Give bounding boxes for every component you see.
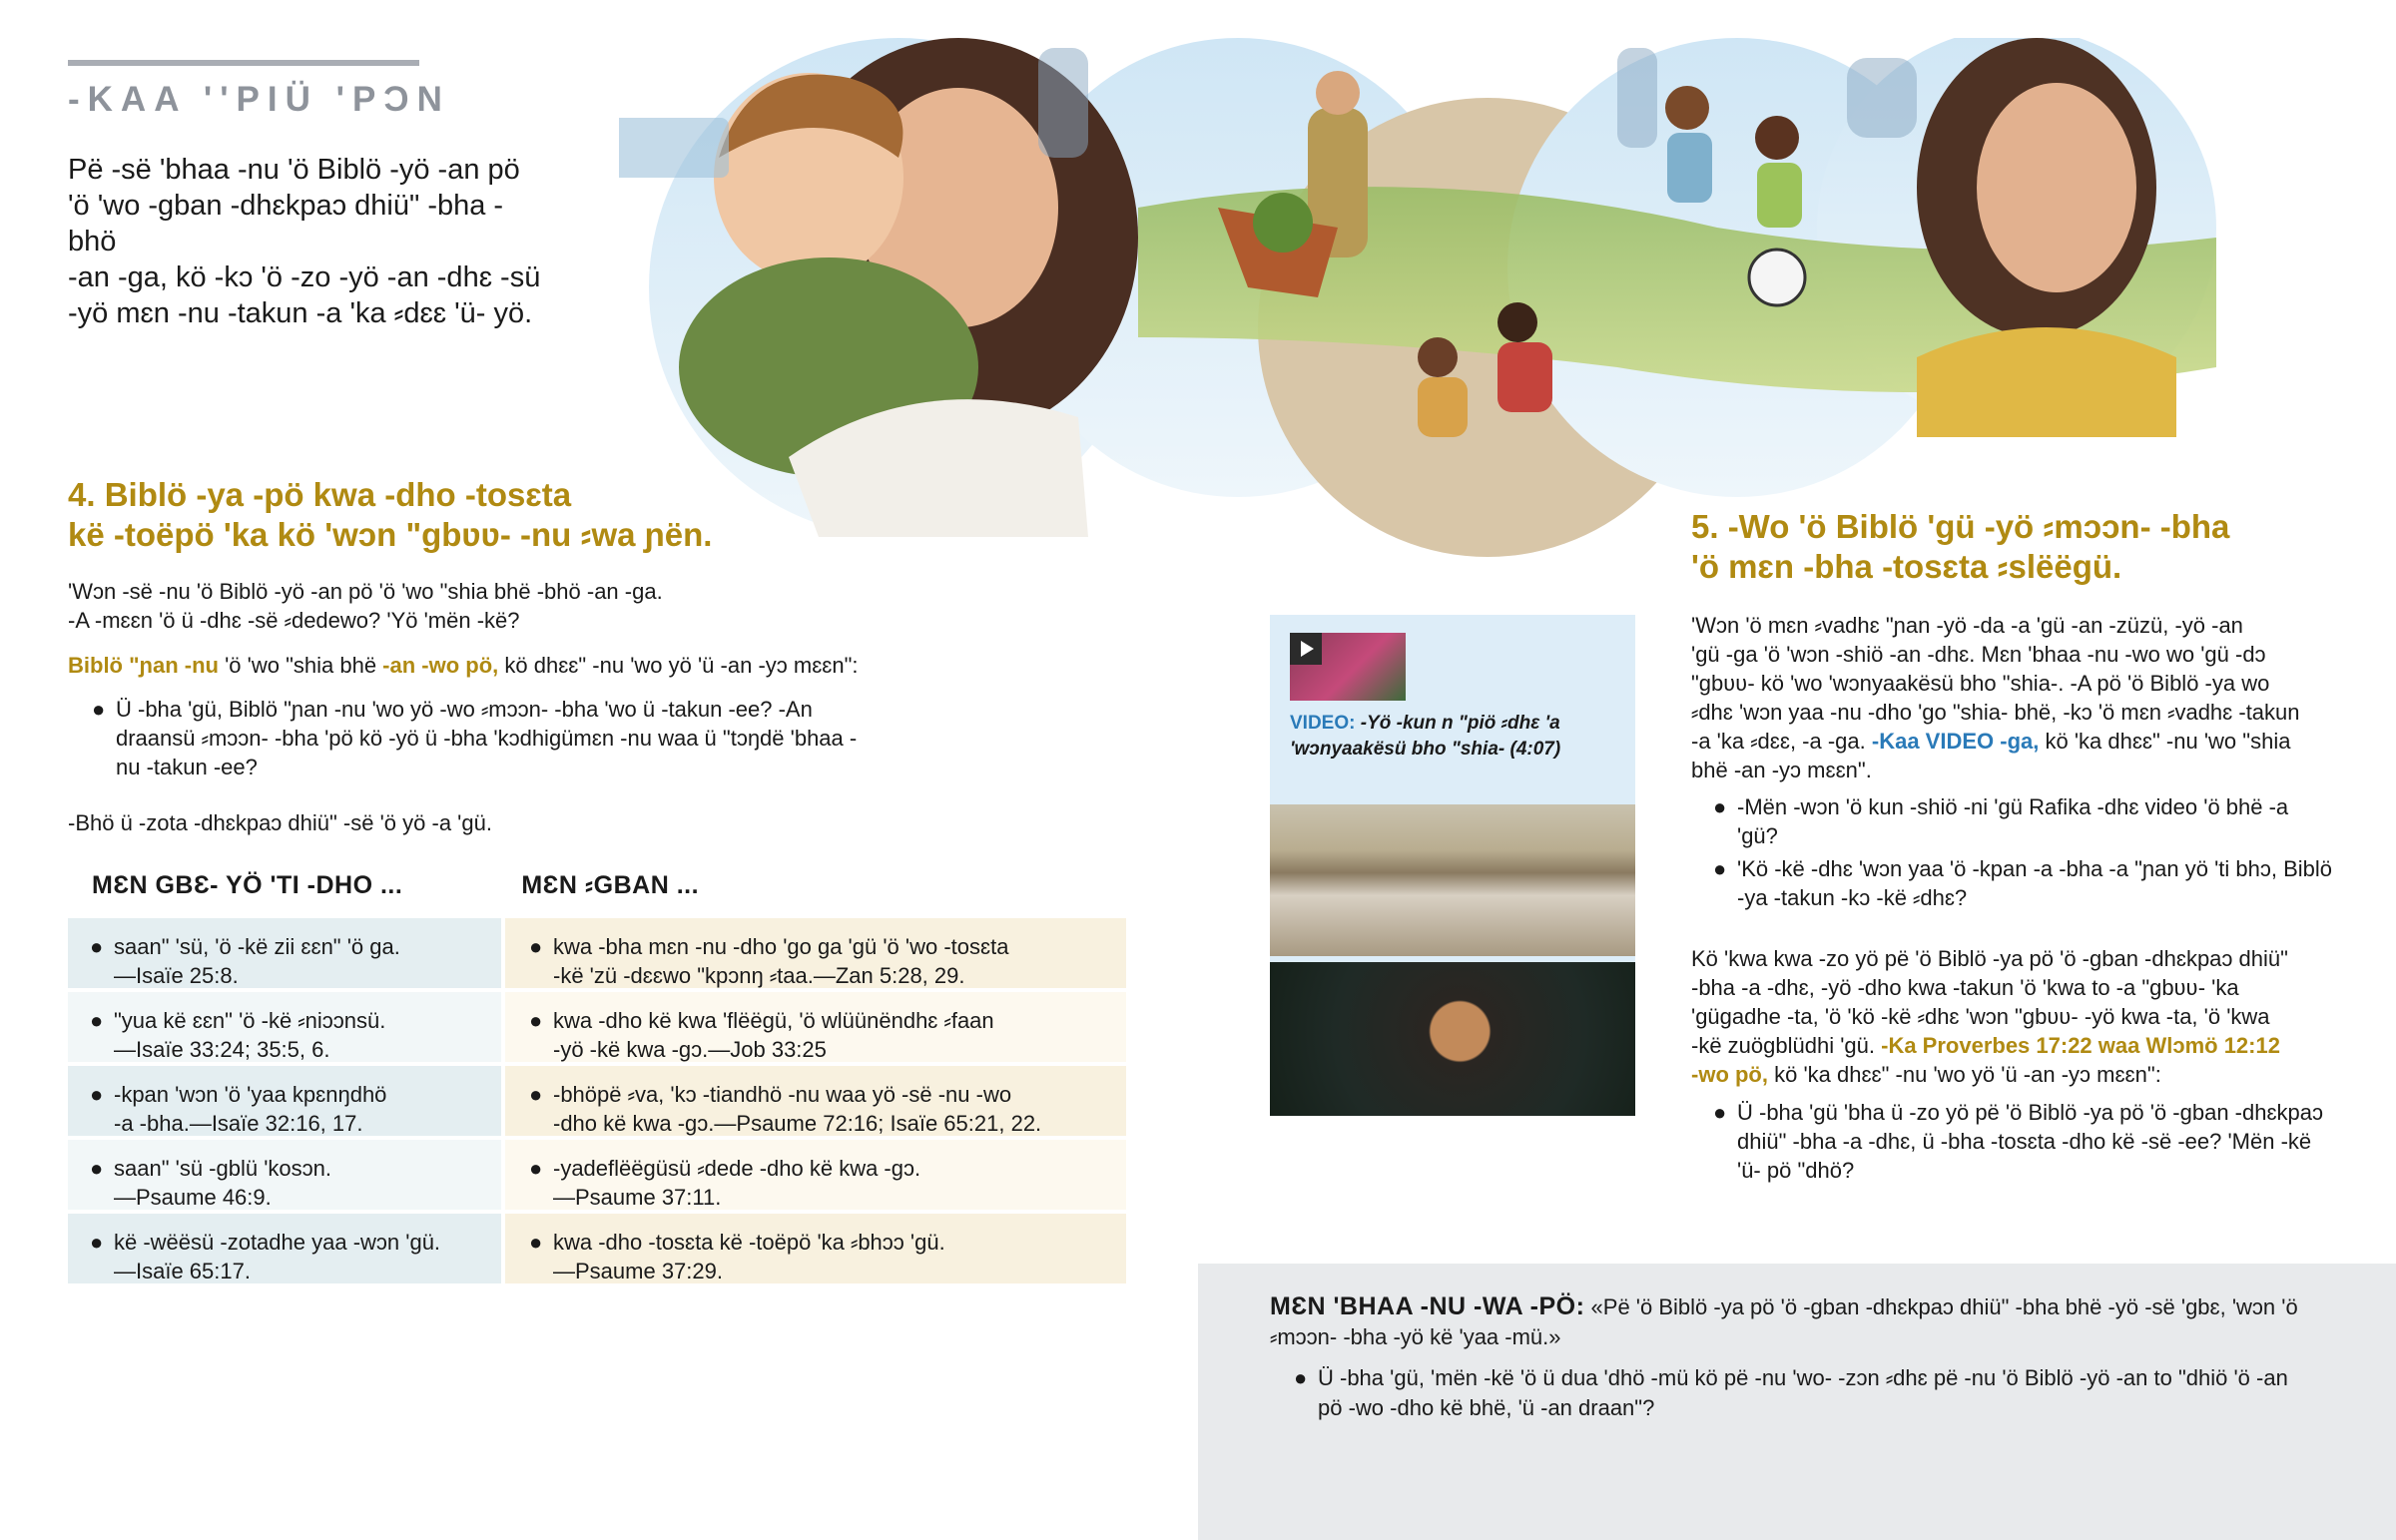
- hero-kid1: [1667, 133, 1712, 203]
- question-text: Ü -bha 'gü, 'mën -kë 'ö ü dua 'dhö -mü kö pë -nu 'wo- -zɔn ⸗dhɛ pë -nu 'ö Biblö -yö -an to "dhiö 'ö -an pö -wo -dho kë bhë, 'ü -an draan"?: [1318, 1365, 2288, 1420]
- section-5-paragraph-2: [1691, 944, 2330, 1089]
- cell-line: kwa -bha mɛn -nu -dho 'go ga 'gü 'ö 'wo -tosɛta: [553, 934, 1009, 959]
- paragraph-line: bhë -an -yɔ mɛɛn".: [1691, 758, 1872, 782]
- video-still-cotton-field: [1270, 804, 1635, 956]
- table-header-cell: MƐN ⸗GBAN ...: [521, 870, 700, 899]
- paragraph-line: Kö 'kwa kwa -zo yö pë 'ö Biblö -ya pö 'ö -gban -dhɛkpaɔ dhiü": [1691, 946, 2288, 971]
- video-card[interactable]: [1270, 615, 1635, 1116]
- video-label: VIDEO:: [1290, 713, 1356, 734]
- paragraph-line: 'Wɔn 'ö mɛn ⸗vadhɛ "ɲan -yö -da -a 'gü -an -züzü, -yö -an: [1691, 613, 2243, 638]
- table-cell: [68, 992, 501, 1062]
- table-cell: [68, 918, 501, 988]
- cell-line: —Isaïe 25:8.: [114, 963, 239, 988]
- bullet-icon: ●: [92, 697, 106, 722]
- section-4-table-intro: -Bhö ü -zota -dhɛkpaɔ dhiü" -së 'ö yö -a 'gü.: [68, 810, 492, 835]
- table-row: [68, 1066, 1126, 1136]
- question-text: -Mën -wɔn 'ö kun -shiö -ni 'gü Rafika -dhɛ video 'ö bhë -a 'gü?: [1737, 794, 2289, 848]
- intro-line: -yö mɛn -nu -takun -a 'ka ⸗dɛɛ 'ü- yö.: [68, 297, 533, 329]
- table-cell: [505, 1140, 1126, 1210]
- video-caption[interactable]: [1290, 711, 1619, 763]
- cell-line: —Psaume 46:9.: [114, 1185, 272, 1210]
- table-cell: [505, 1066, 1126, 1136]
- cell-line: saan" 'sü, 'ö -kë zii ɛɛn" 'ö ga.: [114, 934, 400, 959]
- table-cell: [68, 1066, 501, 1136]
- section-4-heading: [68, 475, 712, 555]
- scripture-reference[interactable]: -Ka Proverbes 17:22 waa Wlɔmö 12:12: [1875, 1033, 2280, 1058]
- bullet-icon: ●: [529, 1082, 543, 1107]
- question-text: 'Kö -kë -dhɛ 'wɔn yaa 'ö -kpan -a -bha -a "ɲan yö 'ti bhɔ, Biblö -ya -takun -kɔ -kë ⸗dhɛ?: [1737, 856, 2332, 910]
- question-text: Ü -bha 'gü, Biblö "ɲan -nu 'wo yö -wo ⸗mɔɔn- -bha 'wo ü -takun -ee? -An draansü ⸗mɔɔn- -bha 'pö kö -yö ü -bha 'kɔdhigümɛn -nu waa ü "tɔŋdë 'bhaa -nu -takun -ee?: [116, 697, 858, 779]
- cell-line: -a -bha.—Isaïe 32:16, 17.: [114, 1111, 363, 1136]
- bullet-icon: ●: [90, 1230, 104, 1255]
- section-5-question-list: [1713, 792, 2332, 916]
- hero-woman-face: [1977, 83, 2136, 292]
- section-4-reading-prompt: [68, 651, 867, 680]
- bullet-icon: ●: [529, 1156, 543, 1181]
- table-row: [68, 1140, 1126, 1210]
- video-link[interactable]: -Kaa VIDEO -ga,: [1865, 729, 2040, 754]
- cell-line: -dho kë kwa -gɔ.—Psaume 72:16; Isaïe 65:21, 22.: [553, 1111, 1042, 1136]
- bullet-icon: ●: [90, 1156, 104, 1181]
- table-row: [68, 992, 1126, 1062]
- video-title: 'wɔnyaakësü bho "shia- (4:07): [1290, 739, 1561, 760]
- bullet-icon: ●: [1713, 1100, 1727, 1125]
- objection-question-list: [1294, 1363, 2292, 1423]
- hero-hospital-bed: [619, 118, 729, 178]
- paragraph-line: -bha -a -dhɛ, -yö -dho kwa -takun 'ö 'kwa to -a "gbʋʋ- 'ka: [1691, 975, 2239, 1000]
- cell-line: kë -wëësü -zotadhe yaa -wɔn 'gü.: [114, 1230, 441, 1255]
- cell-line: -yadeflëëgüsü ⸗dede -dho kë kwa -gɔ.: [553, 1156, 921, 1181]
- paragraph-text: -kë zuögblüdhi 'gü.: [1691, 1033, 1875, 1058]
- bullet-icon: ●: [529, 934, 543, 959]
- hero-farmer-head: [1316, 71, 1360, 115]
- heading-line: kë -toëpö 'ka kö 'wɔn "gbʋʋ- -nu ⸗wa ɲën.: [68, 516, 713, 553]
- intro-line: -an -ga, kö -kɔ 'ö -zo -yö -an -dhɛ -sü: [68, 261, 541, 293]
- heading-line: 'ö mɛn -bha -tosɛta ⸗slëëgü.: [1691, 548, 2122, 585]
- bullet-icon: ●: [90, 934, 104, 959]
- question-item: [1713, 854, 2332, 912]
- section-4-paragraph: [68, 577, 787, 635]
- cell-line: -kpan 'wɔn 'ö 'yaa kpɛnŋdhö: [114, 1082, 387, 1107]
- hero-gardener2-head: [1498, 302, 1537, 342]
- cell-line: saan" 'sü -gblü 'kosɔn.: [114, 1156, 331, 1181]
- reading-highlight: Biblö "ɲan -nu: [68, 653, 219, 678]
- cell-line: -kë 'zü -dɛɛwo "kpɔnŋ ⸗taa.—Zan 5:28, 29.: [553, 963, 965, 988]
- hero-kid1-head: [1665, 86, 1709, 130]
- cell-line: -bhöpë ⸗va, 'kɔ -tiandhö -nu waa yö -së -nu -wo: [553, 1082, 1012, 1107]
- bullet-icon: ●: [1713, 856, 1727, 881]
- table-header: [68, 856, 1126, 914]
- cell-line: -yö -kë kwa -gɔ.—Job 33:25: [553, 1037, 827, 1062]
- question-item: [1294, 1363, 2292, 1423]
- paragraph-line: 'gügadhe -ta, 'ö 'kö -kë ⸗dhɛ 'wɔn "gbʋʋ- -yö kwa -ta, 'ö 'kwa: [1691, 1004, 2270, 1029]
- bullet-icon: ●: [1294, 1365, 1308, 1390]
- hero-gardener-head: [1418, 337, 1458, 377]
- objection-quote: «Pë 'ö Biblö -ya pö 'ö -gban -dhɛkpaɔ dhiü" -bha bhë -yö -së 'gbɛ, 'wɔn 'ö ⸗mɔɔn- -bha -yö kë 'yaa -mü.»: [1270, 1294, 2298, 1349]
- reading-text: 'ö 'wo "shia bhë: [218, 653, 383, 678]
- hero-kid2: [1757, 163, 1802, 228]
- section-4-question-list: [92, 695, 871, 781]
- promises-table: [68, 856, 1126, 1283]
- play-icon[interactable]: [1290, 633, 1322, 665]
- section-5-heading: [1691, 507, 2229, 587]
- section-5-paragraph: [1691, 611, 2330, 784]
- hero-sad-figure: [1847, 58, 1917, 138]
- table-cell: [505, 918, 1126, 988]
- paragraph-line: ⸗dhɛ 'wɔn yaa -nu -dho 'go "shia- bhë, -kɔ 'ö mɛn ⸗vadhɛ -takun: [1691, 700, 2300, 725]
- paragraph-text: kö 'ka dhɛɛ" -nu 'wo yö 'ü -an -yɔ mɛɛn":: [1767, 1062, 2161, 1087]
- intro-paragraph: [68, 152, 547, 331]
- video-title: -Yö -kun n "piö ⸗dhɛ 'a: [1355, 713, 1560, 734]
- paragraph-text: -a 'ka ⸗dɛɛ, -a -ga.: [1691, 729, 1866, 754]
- video-still-smiling-woman: [1270, 962, 1635, 1116]
- heading-line: 4. Biblö -ya -pö kwa -dho -tosɛta: [68, 476, 572, 513]
- table-cell: [505, 992, 1126, 1062]
- bullet-icon: ●: [529, 1008, 543, 1033]
- bullet-icon: ●: [90, 1082, 104, 1107]
- question-item: [92, 695, 871, 781]
- paragraph-text: kö 'ka dhɛɛ" -nu 'wo "shia: [2039, 729, 2291, 754]
- paragraph-line: -A -mɛɛn 'ö ü -dhɛ -së ⸗dedewo? 'Yö 'mën -kë?: [68, 608, 520, 633]
- reading-highlight: -an -wo pö,: [382, 653, 499, 678]
- hero-gardener: [1418, 377, 1468, 437]
- cell-line: —Isaïe 65:17.: [114, 1259, 251, 1283]
- hero-kid2-head: [1755, 116, 1799, 160]
- cell-line: —Isaïe 33:24; 35:5, 6.: [114, 1037, 330, 1062]
- reading-text: kö dhɛɛ" -nu 'wo yö 'ü -an -yɔ mɛɛn":: [498, 653, 859, 678]
- section-label: -KAA ''PIÜ 'PƆN: [68, 80, 450, 119]
- table-header-cell: MƐN GBƐ- YÖ 'TI -DHO ...: [92, 870, 403, 899]
- hero-soccer-ball: [1749, 250, 1805, 305]
- bullet-icon: ●: [1713, 794, 1727, 819]
- cell-line: —Psaume 37:29.: [553, 1259, 723, 1283]
- heading-line: 5. -Wo 'ö Biblö 'gü -yö ⸗mɔɔn- -bha: [1691, 508, 2230, 545]
- section-5-question-list-2: [1713, 1098, 2332, 1185]
- table-cell: [505, 1214, 1126, 1283]
- hero-elderly-figure: [1038, 48, 1088, 158]
- intro-line: 'ö 'wo -gban -dhɛkpaɔ dhiü" -bha -bhö: [68, 190, 504, 257]
- question-item: [1713, 1098, 2332, 1185]
- section-rule: [68, 60, 419, 66]
- paragraph-line: [1691, 1060, 2330, 1089]
- cell-line: "yua kë ɛɛn" 'ö -kë ⸗niɔɔnsü.: [114, 1008, 386, 1033]
- objection-text: [1270, 1291, 2308, 1352]
- paragraph-line: [1691, 1031, 2330, 1060]
- table-row: [68, 918, 1126, 988]
- cell-line: —Psaume 37:11.: [553, 1185, 722, 1210]
- paragraph-line: "gbʋʋ- kö 'wo 'wɔnyaakësü bho "shia-. -A pö 'ö Biblö -ya wo: [1691, 671, 2270, 696]
- paragraph-line: 'Wɔn -së -nu 'ö Biblö -yö -an pö 'ö 'wo "shia bhë -bhö -an -ga.: [68, 579, 663, 604]
- cell-line: kwa -dho -tosɛta kë -toëpö 'ka ⸗bhɔɔ 'gü.: [553, 1230, 945, 1255]
- table-cell: [68, 1140, 501, 1210]
- hero-woman-shirt: [1917, 327, 2176, 437]
- video-thumbnail[interactable]: [1290, 633, 1406, 701]
- intro-line: Pë -së 'bhaa -nu 'ö Biblö -yö -an pö: [68, 154, 520, 186]
- objection-box: [1198, 1264, 2396, 1540]
- bullet-icon: ●: [90, 1008, 104, 1033]
- cell-line: kwa -dho kë kwa 'flëëgü, 'ö wlüünëndhɛ ⸗faan: [553, 1008, 994, 1033]
- question-item: [1713, 792, 2332, 850]
- hero-water-figure: [1617, 48, 1657, 148]
- table-cell: [68, 1214, 501, 1283]
- hero-gardener2: [1498, 342, 1552, 412]
- paragraph-line: [1691, 727, 2330, 756]
- objection-label: MƐN 'BHAA -NU -WA -PÖ:: [1270, 1292, 1585, 1320]
- question-text: Ü -bha 'gü 'bha ü -zo yö pë 'ö Biblö -ya pö 'ö -gban -dhɛkpaɔ dhiü" -bha -a -dhɛ, ü -bha -tosɛta -dho kë -së -ee? 'Mën -kë 'ü- pö "dhö?: [1737, 1100, 2324, 1183]
- paragraph-line: 'gü -ga 'ö 'wɔn -shiö -an -dhɛ. Mɛn 'bhaa -nu -wo wo 'gü -dɔ: [1691, 642, 2266, 667]
- bullet-icon: ●: [529, 1230, 543, 1255]
- table-row: [68, 1214, 1126, 1283]
- hero-vegetables: [1253, 193, 1313, 253]
- scripture-reference[interactable]: -wo pö,: [1691, 1062, 1768, 1087]
- hero-illustration: [619, 38, 2236, 557]
